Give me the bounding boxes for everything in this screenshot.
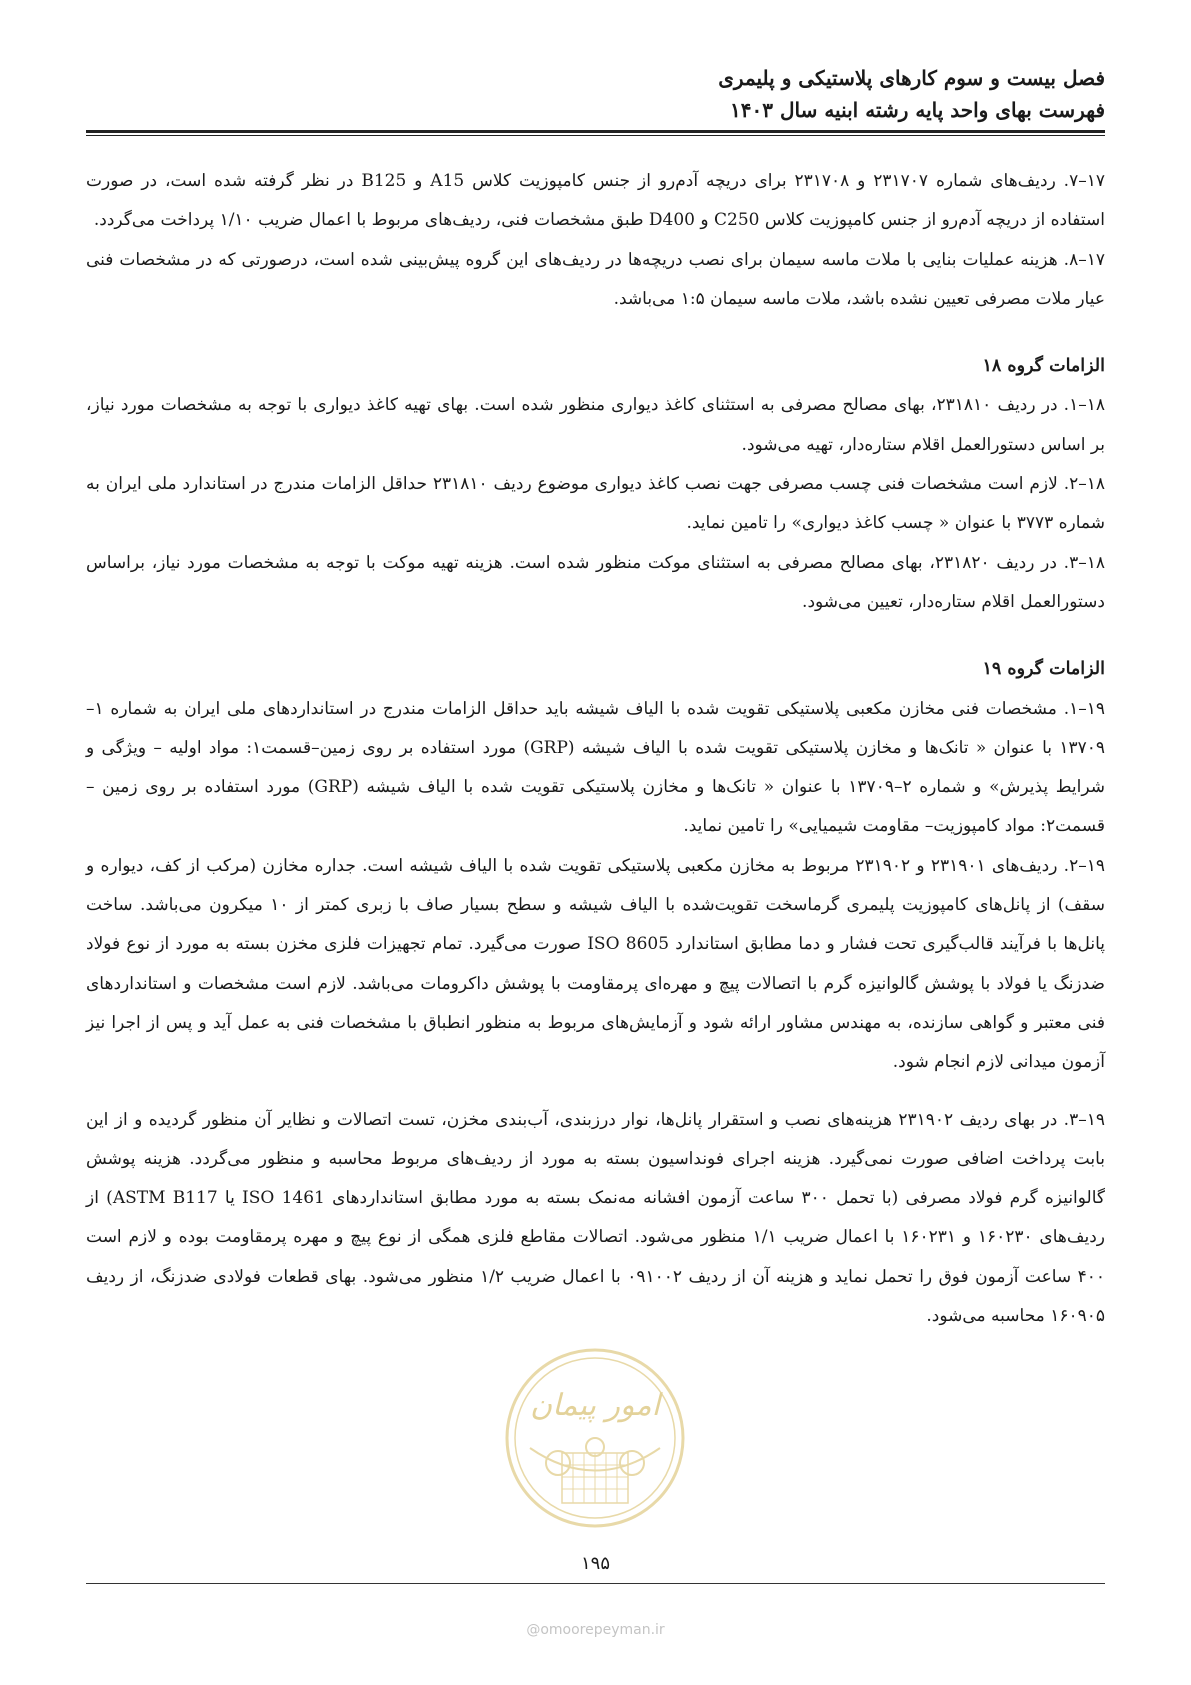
website-watermark: @omoorepeyman.ir: [526, 1622, 665, 1638]
price-list-title: فهرست بهای واحد پایه رشته ابنیه سال ۱۴۰۳: [730, 98, 1105, 122]
clause-19-2: ۱۹–۲. ردیف‌های ۲۳۱۹۰۱ و ۲۳۱۹۰۲ مربوط به مخازن مکعبی پلاستیکی تقویت شده با الیاف شیشه است. جداره مخازن (مرکب از کف، دیواره و سقف) از پانل‌های کامپوزیت پلیمری گرماسخت تقویت‌شده با الیاف شیشه و سطح بسیار صاف با زبری کمتر از ۱۰ میکرون می‌باشد. ساخت پانل‌ها با فرآیند قالب‌گیری تحت فشار و دما مطابق استاندارد ISO 8605 صورت می‌گیرد. تمام تجهیزات فلزی مخزن بسته به مورد از نوع فولاد ضدزنگ یا فولاد با پوشش گالوانیزه گرم با اتصالات پیچ و مهره‌ای پرمقاومت با پوشش داکرومات می‌باشد. لازم است مشخصات و استانداردهای فنی معتبر و گواهی سازنده، به مهندس مشاور ارائه شود و آزمایش‌های مربوط به منظور انطباق با مشخصات فنی به عمل آید و پس از اجرا نیز آزمون میدانی لازم انجام شود.: [86, 855, 1106, 1073]
spacer: [86, 319, 1105, 347]
header-rule-thick: [86, 130, 1105, 133]
clause-17-7: ۱۷–۷. ردیف‌های شماره ۲۳۱۷۰۷ و ۲۳۱۷۰۸ برای دریچه آدم‌رو از جنس کامپوزیت کلاس A15 و B125 در نظر گرفته شده است، در صورت استفاده از دریچه آدم‌رو از جنس کامپوزیت کلاس C250 و D400 طبق مشخصات فنی، ردیف‌های مربوط با اعمال ضریب ۱/۱۰ پرداخت می‌گردد.: [86, 171, 1105, 231]
clause-17-8: ۱۷–۸. هزینه عملیات بنایی با ملات ماسه سیمان برای نصب دریچه‌ها در ردیف‌های این گروه پیش‌بینی شده است، درصورتی که در مشخصات فنی عیار ملات مصرفی تعیین نشده باشد، ملات ماسه سیمان ۱:۵ می‌باشد.: [86, 249, 1105, 309]
body-content: [86, 162, 1105, 1336]
chapter-title: فصل بیست و سوم کارهای پلاستیکی و پلیمری: [718, 66, 1105, 90]
page-number: ۱۹۵: [580, 1553, 610, 1574]
spacer: [86, 622, 1105, 650]
clause-19-3: ۱۹–۳. در بهای ردیف ۲۳۱۹۰۲ هزینه‌های نصب و استقرار پانل‌ها، نوار درزبندی، آب‌بندی مخزن، تست اتصالات و نظایر آن منظور گردیده و از این بابت پرداخت اضافی صورت نمی‌گیرد. هزینه اجرای فونداسیون بسته به مورد از ردیف‌های مربوط محاسبه و منظور می‌گردد. هزینه پوشش گالوانیزه گرم فولاد مصرفی (با تحمل ۳۰۰ ساعت آزمون افشانه مه‌نمک بسته به مورد مطابق استانداردهای ISO 1461 یا ASTM B117) از ردیف‌های ۱۶۰۲۳۰ و ۱۶۰۲۳۱ با اعمال ضریب ۱/۱ منظور می‌شود. اتصالات مقاطع فلزی همگی از نوع پیچ و مهره پرمقاومت بوده و لازم است ۴۰۰ ساعت آزمون فوق را تحمل نماید و هزینه آن از ردیف ۰۹۱۰۰۲ با اعمال ضریب ۱/۲ منظور می‌شود. بهای قطعات فولادی ضدزنگ، از ردیف ۱۶۰۹۰۵ محاسبه می‌شود.: [86, 1109, 1106, 1327]
clause-19-1: ۱۹–۱. مشخصات فنی مخازن مکعبی پلاستیکی تقویت شده با الیاف شیشه باید حداقل الزامات مندرج در استانداردهای ملی ایران به شماره ۱–۱۳۷۰۹ با عنوان « تانک‌ها و مخازن پلاستیکی تقویت شده با الیاف شیشه (GRP) مورد استفاده بر روی زمین–قسمت۱: مواد اولیه – ویژگی و شرایط پذیرش» و شماره ۲–۱۳۷۰۹ با عنوان « تانک‌ها و مخازن پلاستیکی تقویت شده با الیاف شیشه (GRP) مورد استفاده بر روی زمین – قسمت۲: مواد کامپوزیت– مقاومت شیمیایی» را تامین نماید.: [86, 698, 1106, 837]
page-header: [86, 62, 1105, 126]
clause-18-1: ۱۸–۱. در ردیف ۲۳۱۸۱۰، بهای مصالح مصرفی به استثنای کاغذ دیواری منظور شده است. بهای تهیه کاغذ دیواری با توجه به مشخصات مورد نیاز، بر اساس دستورالعمل اقلام ستاره‌دار، تهیه می‌شود.: [86, 395, 1105, 455]
clause-18-2: ۱۸–۲. لازم است مشخصات فنی چسب مصرفی جهت نصب کاغذ دیواری موضوع ردیف ۲۳۱۸۱۰ حداقل الزامات مندرج در استاندارد ملی ایران به شماره ۳۷۷۳ با عنوان « چسب کاغذ دیواری» را تامین نماید.: [86, 474, 1106, 534]
group-18-heading: الزامات گروه ۱۸: [982, 356, 1105, 377]
watermark-logo-icon: [500, 1343, 690, 1533]
header-rule-thin: [86, 135, 1105, 136]
spacer: [86, 1083, 1105, 1101]
clause-18-3: ۱۸–۳. در ردیف ۲۳۱۸۲۰، بهای مصالح مصرفی به استثنای موکت منظور شده است. هزینه تهیه موکت با توجه به مشخصات مورد نیاز، براساس دستورالعمل اقلام ستاره‌دار، تعیین می‌شود.: [86, 552, 1105, 612]
svg-text:امور پیمان: امور پیمان: [530, 1388, 660, 1423]
footer-rule: [86, 1583, 1105, 1584]
group-19-heading: الزامات گروه ۱۹: [982, 659, 1105, 680]
